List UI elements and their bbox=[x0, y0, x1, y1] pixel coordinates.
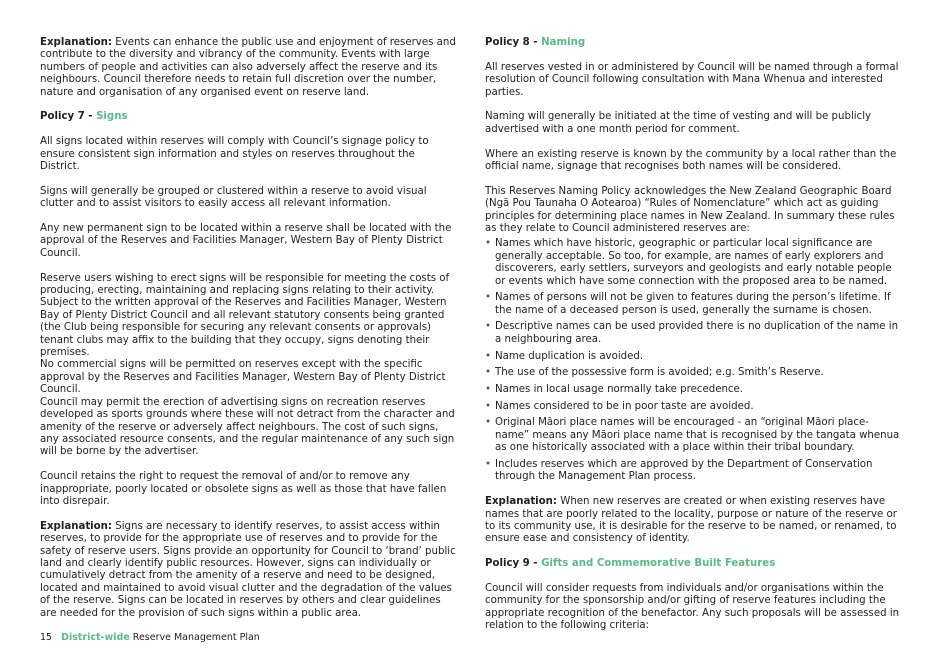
list-item: • Names which have historic, geographic or particular local significance are generally acceptable. So too, for example, are names of early explorers and discoverers, early settlers, surveyors and geologists and early notable people or events which have some connection with the proposed area to be named. bbox=[485, 238, 900, 288]
list-item: • Names of persons will not be given to features during the person’s lifetime. If the name of a deceased person is used, generally the surname is chosen. bbox=[485, 292, 900, 317]
list-item: • Name duplication is avoided. bbox=[485, 351, 900, 363]
signs-explanation: Explanation: Signs are necessary to identify reserves, to assist access within reserves, to provide for the appropriate use of reserves and to provide for the safety of reserve users. Signs provide an opportunity for Council to ‘brand’ public land and clearly identify public resources. However, signs can individually or cumulatively detract from the amenity of a reserve and need to be designed, located and maintained to avoid visual clutter and the degradation of the values of the reserve. Signs can be located in reserves by others and clear guidelines are needed for the provision of such signs within a public area. bbox=[40, 520, 456, 619]
explanation-label: Explanation: bbox=[485, 496, 558, 508]
paragraph: All reserves vested in or administered by Council will be named through a formal resolution of Council following consultation with Mana Whenua and interested parties. bbox=[485, 61, 899, 98]
list-item: • Includes reserves which are approved by the Department of Conservation through the Management Plan process. bbox=[485, 459, 900, 484]
explanation-label: Explanation: bbox=[40, 520, 113, 532]
list-item: • Original Māori place names will be encouraged - an “original Māori place-name” means any Māori place name that is recognised by the tangata whenua as one historically associated with a place within their tribal boundary. bbox=[485, 417, 900, 454]
list-item: • Names considered to be in poor taste are avoided. bbox=[485, 401, 900, 413]
left-column bbox=[40, 37, 456, 632]
policy-7-heading: Policy 7 - Signs bbox=[40, 111, 128, 123]
naming-rules-list bbox=[485, 238, 900, 483]
paragraph: Reserve users wishing to erect signs will be responsible for meeting the costs of producing, erecting, maintaining and replacing signs relating to their activity. Subject to the written approval of the Reserves and Facilities Manager, Western Bay of Plenty District Council and all relevant statutory consents being granted (the Club being responsible for securing any relevant consents or approvals) tenant clubs may affix to the building that they occupy, signs denoting their premises. bbox=[40, 272, 450, 359]
paragraph: Naming will generally be initiated at the time of vesting and will be publicly advertised with a one month period for comment. bbox=[485, 111, 872, 135]
policy-8-heading: Policy 8 - Naming bbox=[485, 37, 586, 48]
page-number: 15 bbox=[40, 632, 53, 643]
paragraph: Council will consider requests from individuals and/or organisations within the community for the sponsorship and/or gifting of reserve features including the appropriate recognition of the benefactor. Any such proposals will be assessed in relation to the following criteria: bbox=[485, 582, 900, 632]
right-column bbox=[485, 37, 900, 645]
explanation-label: Explanation: bbox=[40, 37, 113, 48]
list-item: • Names in local usage normally take precedence. bbox=[485, 384, 900, 396]
paragraph: No commercial signs will be permitted on reserves except with the specific approval by the Reserves and Facilities Manager, Western Bay of Plenty District Council. bbox=[40, 359, 446, 396]
list-item: • Descriptive names can be used provided there is no duplication of the name in a neighbouring area. bbox=[485, 321, 900, 346]
policy-9-heading: Policy 9 - Gifts and Commemorative Built Features bbox=[485, 558, 776, 570]
page-footer bbox=[40, 632, 260, 643]
paragraph: Council may permit the erection of advertising signs on recreation reserves developed as sports grounds where these will not detract from the character and amenity of the reserve or adversely affect neighbours. The cost of such signs, any associated resource consents, and the regular maintenance of any such sign will be borne by the advertiser. bbox=[40, 396, 455, 458]
doc-title-highlight: District-wide bbox=[61, 632, 130, 643]
paragraph: Council retains the right to request the removal of and/or to remove any inappropriate, poorly located or obsolete signs as well as those that have fallen into disrepair. bbox=[40, 471, 447, 507]
paragraph: Any new permanent sign to be located within a reserve shall be located with the approval of the Reserves and Facilities Manager, Western Bay of Plenty District Council. bbox=[40, 223, 452, 259]
paragraph: All signs located within reserves will comply with Council’s signage policy to ensure consistent sign information and styles on reserves throughout the District. bbox=[40, 136, 429, 173]
doc-title: Reserve Management Plan bbox=[129, 632, 260, 643]
events-explanation: Explanation: Events can enhance the public use and enjoyment of reserves and contribute to the diversity and vibrancy of the community. Events with large numbers of people and activities can also adversely affect the reserve and its neighbours. Council therefore needs to retain full discretion over the number, nature and organisation of any organised event on reserve land. bbox=[40, 37, 456, 98]
paragraph: Signs will generally be grouped or clustered within a reserve to avoid visual clutter and to assist visitors to easily access all relevant information. bbox=[40, 185, 427, 210]
paragraph: Where an existing reserve is known by the community by a local rather than the official name, signage that recognises both names will be considered. bbox=[485, 148, 897, 173]
naming-explanation: Explanation: When new reserves are created or when existing reserves have names that are poorly related to the locality, purpose or nature of the reserve or to its community use, it is desirable for the reserve to be named, or renamed, to ensure ease and consistency of identity. bbox=[485, 496, 897, 545]
list-item: • The use of the possessive form is avoided; e.g. Smith’s Reserve. bbox=[485, 367, 900, 379]
paragraph: This Reserves Naming Policy acknowledges the New Zealand Geographic Board (Ngā Pou Taunaha O Aotearoa) “Rules of Nomenclature” which act as guiding principles for determining place names in New Zealand. In summary these rules as they relate to Council administered reserves are: bbox=[485, 185, 895, 235]
